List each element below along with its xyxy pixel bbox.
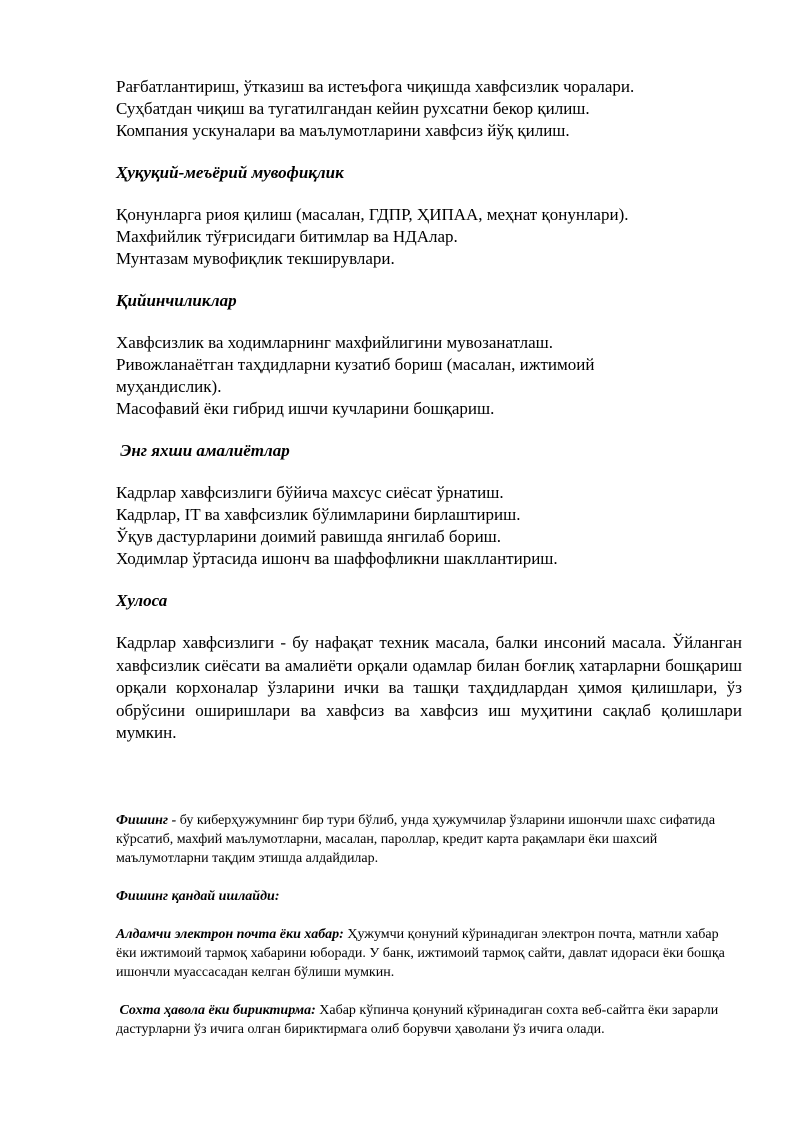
list-item: Масофавий ёки гибрид ишчи кучларини бошқариш.: [116, 399, 495, 418]
phishing-item-text: Ҳужумчи қонуний кўринадиган электрон почта, матнли хабар ёки ижтимоий тармоқ хабарини юборади. У банк, ижтимоий тармоқ сайти, давлат идораси ёки бошқа ишончли муассасадан келган бўлиши мумкин.: [116, 926, 725, 980]
section-heading-best-practices: Энг яхши амалиётлар: [116, 441, 290, 460]
list-item: Ривожланаётган таҳдидларни кузатиб бориш (масалан, ижтимоий муҳандислик).: [116, 355, 595, 396]
phishing-item-fake-link: [116, 1001, 742, 1039]
list-item: Махфийлик тўғрисидаги битимлар ва НДАлар.: [116, 227, 458, 246]
phishing-item-deceptive-message: [116, 925, 742, 982]
phishing-item-term: Алдамчи электрон почта ёки хабар:: [116, 926, 344, 942]
list-item: Қонунларга риоя қилиш (масалан, ГДПР, ҲИПАА, меҳнат қонунлари).: [116, 205, 629, 224]
list-item: Хавфсизлик ва ходимларнинг махфийлигини мувозанатлаш.: [116, 333, 553, 352]
list-item: Ходимлар ўртасида ишонч ва шаффофликни шакллантириш.: [116, 549, 558, 568]
challenges-list: [116, 332, 742, 420]
section-heading-challenges: Қийинчиликлар: [116, 291, 237, 310]
section-heading-compliance: Ҳуқуқий-меъёрий мувофиқлик: [116, 163, 344, 182]
list-item: Кадрлар хавфсизлиги бўйича махсус сиёсат ўрнатиш.: [116, 483, 504, 502]
compliance-list: [116, 204, 742, 270]
phishing-term: Фишинг -: [116, 812, 177, 828]
phishing-definition-text: бу киберҳужумнинг бир тури бўлиб, унда ҳужумчилар ўзларини ишончли шахс сифатида кўрсатиб, махфий маълумотларни, масалан, пароллар, кредит карта рақамлари ёки шахсий маълумотларни тақдим этишда алдайдилар.: [116, 812, 716, 866]
list-item: Компания ускуналари ва маълумотларини хавфсиз йўқ қилиш.: [116, 121, 570, 140]
top-list: [116, 76, 742, 142]
list-item: Суҳбатдан чиқиш ва тугатилгандан кейин рухсатни бекор қилиш.: [116, 99, 590, 118]
list-item: Мунтазам мувофиқлик текширувлари.: [116, 249, 395, 268]
phishing-item-text: Хабар кўпинча қонуний кўринадиган сохта веб-сайтга ёки зарарли дастурларни ўз ичига олган бириктирмага олиб борувчи ҳаволани ўз ичига олади.: [116, 1002, 719, 1037]
phishing-definition: [116, 811, 742, 868]
section-heading-conclusion: Хулоса: [116, 591, 168, 610]
list-item: Рағбатлантириш, ўтказиш ва истеъфога чиқишда хавфсизлик чоралари.: [116, 77, 635, 96]
phishing-item-term: Сохта ҳавола ёки бириктирма:: [116, 1002, 316, 1018]
list-item: Ўқув дастурларини доимий равишда янгилаб бориш.: [116, 527, 502, 546]
best-practices-list: [116, 482, 742, 570]
list-item: Кадрлар, IT ва хавфсизлик бўлимларини бирлаштириш.: [116, 505, 521, 524]
phishing-how-heading: Фишинг қандай ишлайди:: [116, 888, 280, 904]
conclusion-paragraph: Кадрлар хавфсизлиги - бу нафақат техник масала, балки инсоний масала. Ўйланган хавфсизлик сиёсати ва амалиёти орқали одамлар билан боғлиқ хатарларни бошқариш орқали корхоналар ўзларини ички ва ташқи таҳдидлардан ҳимоя қилишлари, ўз обрўсини оширишлари ва хавфсиз ва хавфсиз иш муҳитини сақлаб қолишлари мумкин.: [116, 633, 742, 742]
document-page: [116, 76, 742, 1039]
